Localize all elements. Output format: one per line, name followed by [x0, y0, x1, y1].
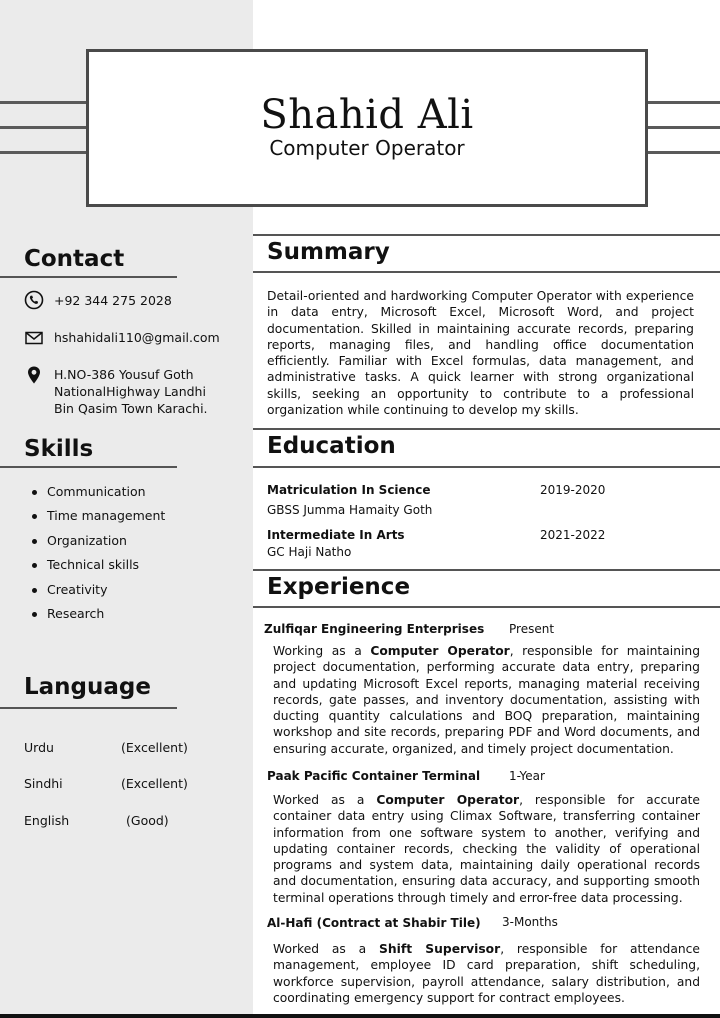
contact-heading: Contact [24, 246, 125, 272]
address-line-1: H.NO-386 Yousuf Goth [54, 367, 194, 382]
job-duration: 3-Months [502, 915, 558, 929]
education-title: Intermediate In Arts [267, 528, 405, 542]
decor-line-left-3 [0, 151, 88, 154]
job-description: Worked as a Computer Operator, responsible for accurate container data entry using Climax Software, transferring container information from one software system to another, verifying and updating container records, checking the validity of operational programs and system data, maintaining daily operational records and documentation, ensuring data accuracy, and supporting smooth terminal operations through timely and error-free data processing. [273, 793, 700, 905]
job-description: Working as a Computer Operator, responsible for maintaining project documentation, performing accurate data entry, preparing and updating Microsoft Excel reports, managing material receiving records, gate passes, and inventory documentation, assisting with ducting quantity calculations and BOQ preparation, maintaining workshop and site records, preparing PDF and Word documents, and ensuring accurate, organized, and timely project documentation. [273, 644, 701, 756]
language-name: English [24, 813, 70, 828]
job-position: Shift Supervisor [379, 942, 501, 956]
job-company: Al-Hafi (Contract at Shabir Tile) [267, 916, 481, 930]
education-school: GC Haji Natho [267, 545, 352, 559]
language-level: (Excellent) [121, 776, 188, 791]
language-heading: Language [24, 674, 151, 700]
skills-rule [0, 466, 177, 468]
decor-line-left-2 [0, 126, 88, 129]
language-level: (Good) [126, 813, 169, 828]
education-years: 2021-2022 [540, 528, 606, 542]
education-school: GBSS Jumma Hamaity Goth [267, 503, 433, 517]
education-heading: Education [267, 433, 396, 459]
job-duration: 1-Year [509, 769, 545, 783]
decor-line-right-1 [644, 101, 720, 104]
job-description: Worked as a Shift Supervisor, responsible for attendance management, employee ID card preparation, shift scheduling, workforce supervision, payroll attendance, salary distribution, and coordinating emergency support for contract employees. [273, 942, 700, 1005]
summary-top-rule [253, 234, 720, 236]
name-box [86, 49, 648, 207]
decor-line-left-1 [0, 101, 88, 104]
job-duration: Present [509, 622, 555, 636]
contact-email: hshahidali110@gmail.com [54, 330, 220, 345]
decor-line-right-2 [644, 126, 720, 129]
summary-heading: Summary [267, 239, 390, 265]
contact-rule [0, 276, 177, 278]
language-name: Urdu [24, 740, 54, 755]
skills-heading: Skills [24, 436, 94, 462]
education-top-rule [253, 428, 720, 430]
contact-address [54, 366, 208, 417]
mail-icon [24, 328, 44, 348]
language-level: (Excellent) [121, 740, 188, 755]
experience-bottom-rule [253, 606, 720, 608]
education-years: 2019-2020 [540, 483, 606, 497]
job-position: Computer Operator [370, 644, 510, 658]
job-company: Paak Pacific Container Terminal [267, 769, 481, 783]
language-name: Sindhi [24, 776, 63, 791]
summary-bottom-rule [253, 271, 720, 273]
address-line-3: Bin Qasim Town Karachi. [54, 401, 208, 416]
bottom-border [0, 1014, 720, 1018]
person-name: Shahid Ali [260, 92, 474, 138]
job-company: Zulfiqar Engineering Enterprises [264, 622, 485, 636]
education-title: Matriculation In Science [267, 483, 431, 497]
person-role: Computer Operator [269, 136, 465, 160]
experience-top-rule [253, 569, 720, 571]
experience-heading: Experience [267, 574, 411, 600]
decor-line-right-3 [644, 151, 720, 154]
contact-phone: +92 344 275 2028 [54, 293, 172, 308]
summary-text: Detail-oriented and hardworking Computer Operator with experience in data entry, Microsoft Excel, Microsoft Word, and project documentation. Skilled in maintaining accurate records, preparing reports, managing files, and handling office documentation efficiently. Familiar with Excel formulas, data management, and administrative tasks. A quick learner with strong organizational skills, seeking an opportunity to contribute to a professional organization while continuing to develop my skills. [267, 289, 694, 418]
phone-icon [24, 290, 44, 310]
address-line-2: NationalHighway Landhi [54, 384, 206, 399]
job-position: Computer Operator [376, 793, 520, 807]
education-bottom-rule [253, 466, 720, 468]
location-pin-icon [24, 365, 44, 385]
language-rule [0, 707, 177, 709]
